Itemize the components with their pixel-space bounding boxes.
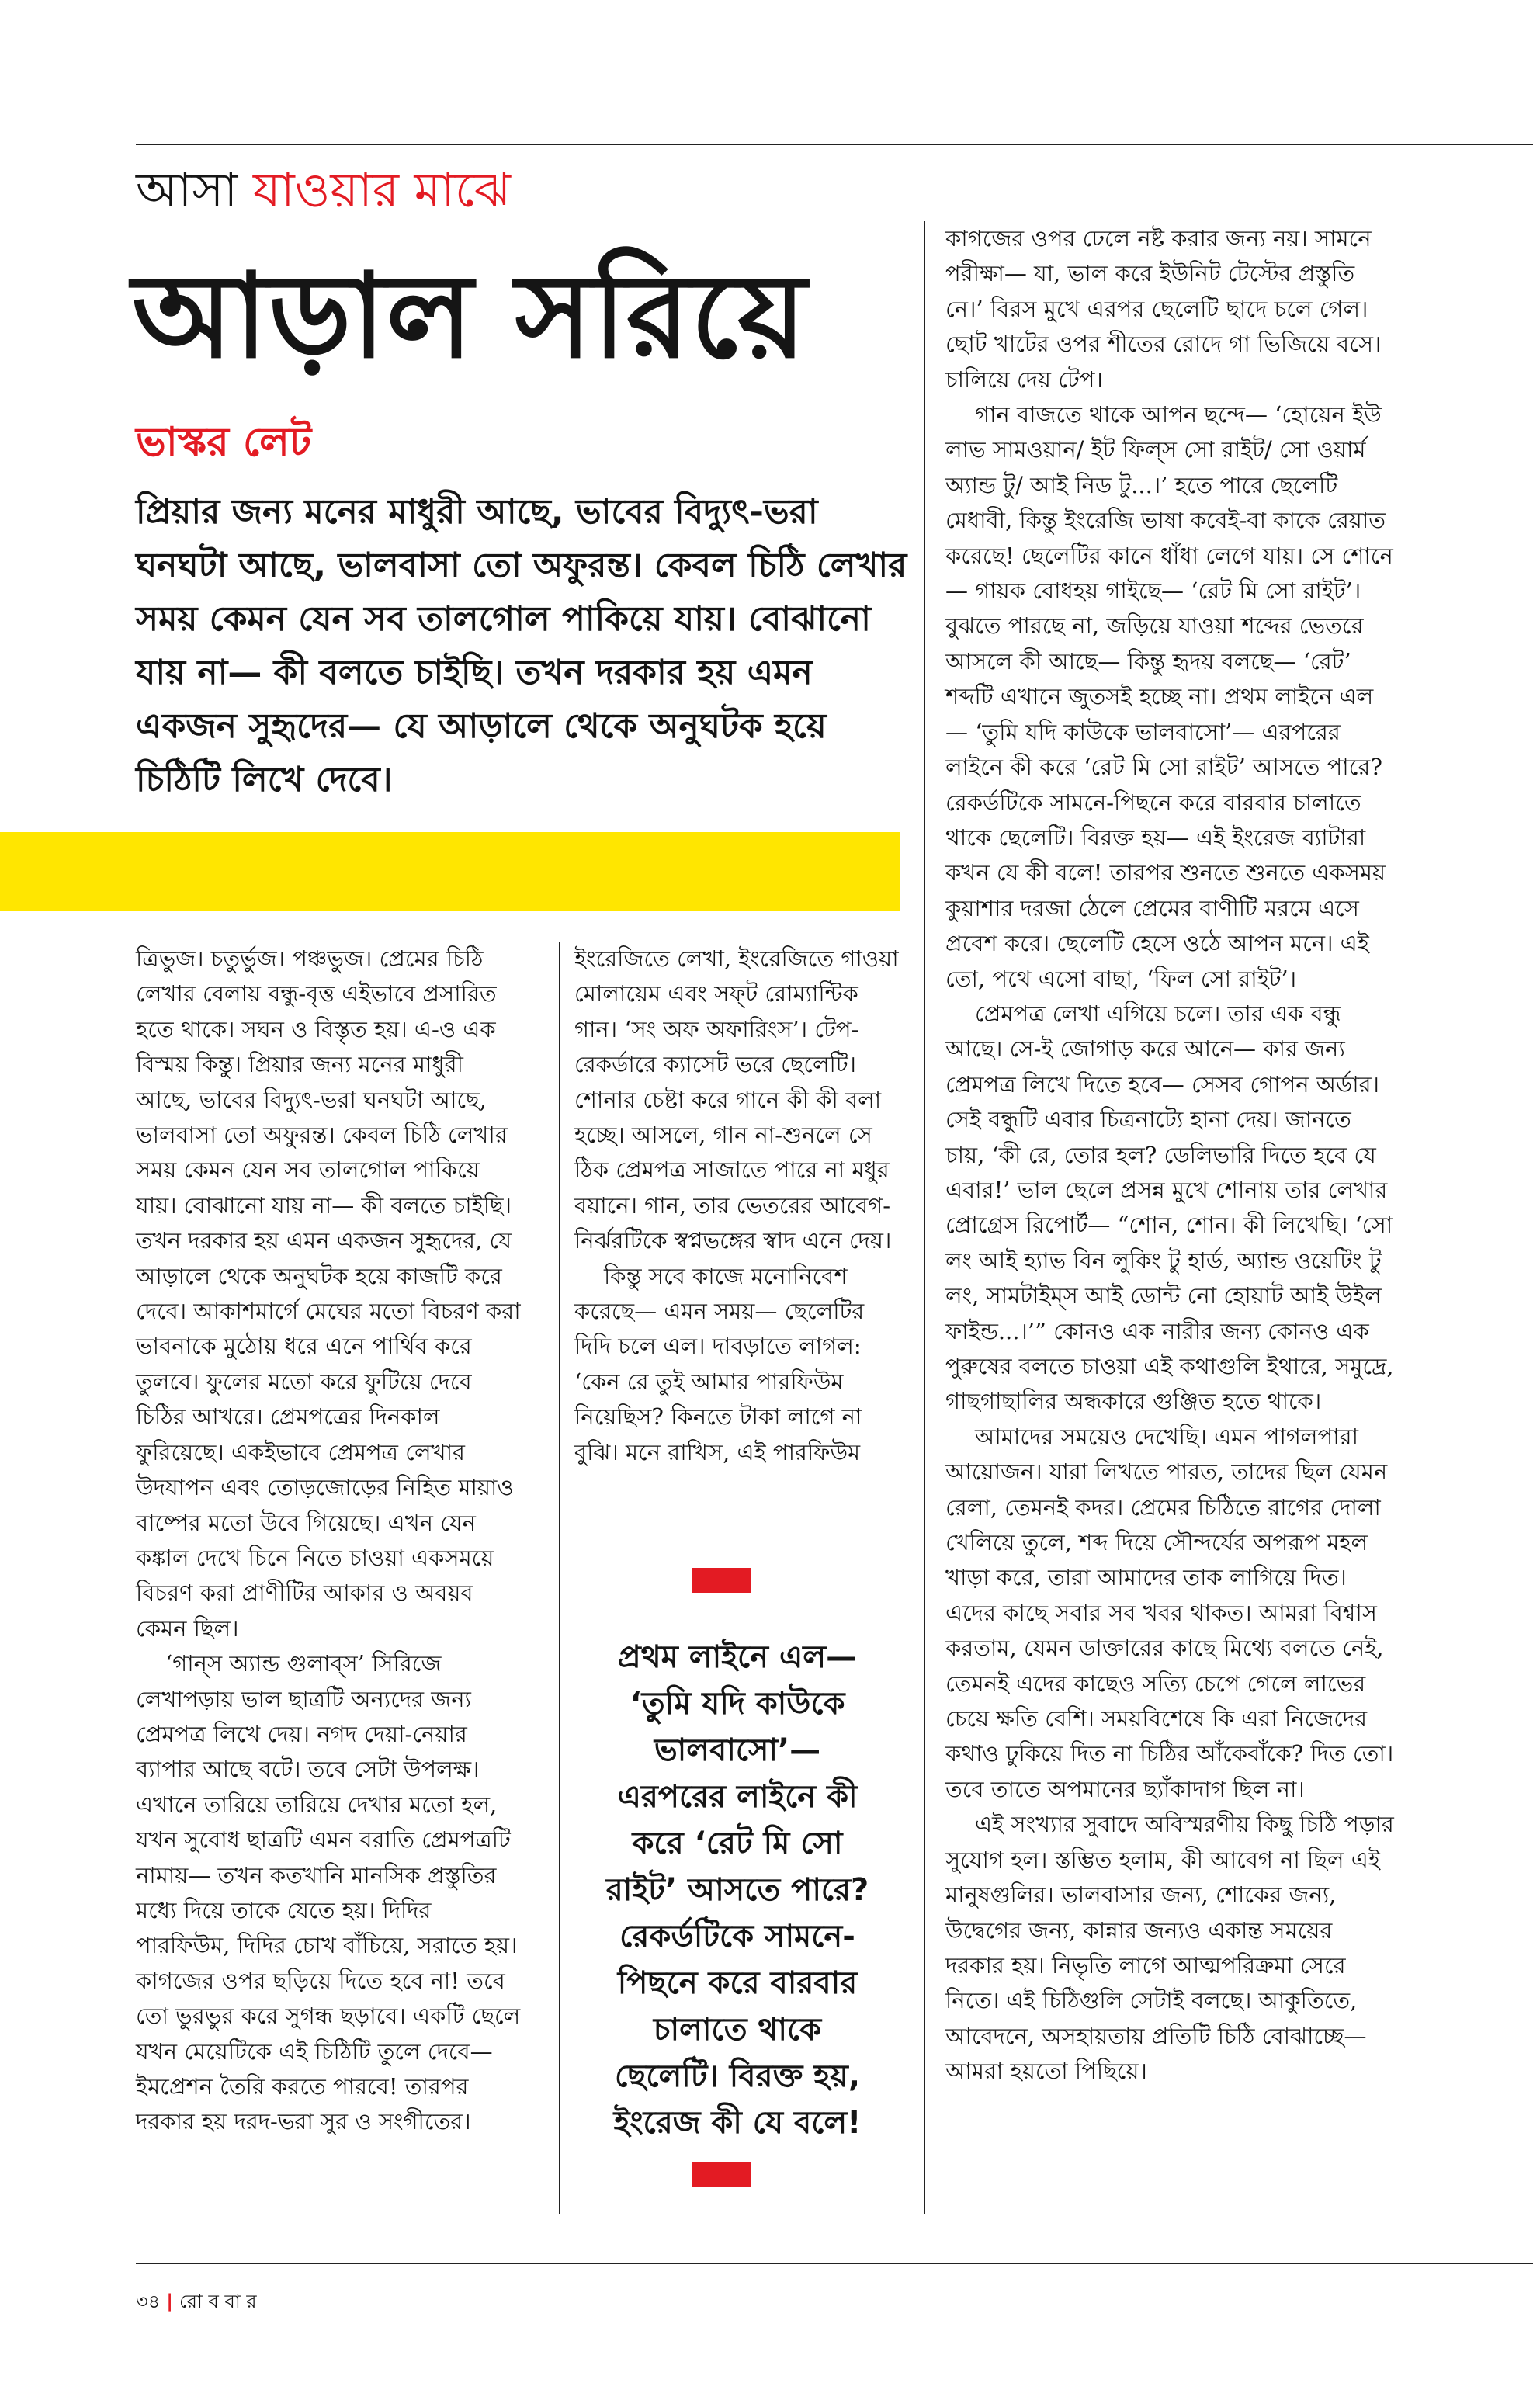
top-rule: [136, 144, 1533, 145]
pull-quote-box: [574, 1568, 900, 2243]
pull-quote-bar-top: [692, 1568, 751, 1593]
bottom-rule: [136, 2263, 1533, 2264]
page-folio: [136, 2288, 257, 2315]
paragraph: ইংরেজিতে লেখা, ইংরেজিতে গাওয়া মোলায়েম এবং সফ্‌ট রোম্যান্টিক গান। ‘সং অফ অফারিংস’। টেপ-রেকর্ডারে ক্যাসেট ভরে ছেলেটি। শোনার চেষ্টা করে গানে কী কী বলা হচ্ছে। আসলে, গান না-শুনলে সে ঠিক প্রেমপত্র সাজাতে পারে না মধুর বয়ানে। গান, তার ভেতরের আবেগ-নির্ঝরটিকে স্বপ্নভঙ্গের স্বাদ এনে দেয়।: [574, 945, 899, 1254]
intro-standfirst: প্রিয়ার জন্য মনের মাধুরী আছে, ভাবের বিদ্যুৎ-ভরা ঘনঘটা আছে, ভালবাসা তো অফুরন্ত। কেবল চিঠি লেখার সময় কেমন যেন সব তালগোল পাকিয়ে যায়। বোঝানো যায় না— কী বলতে চাইছি। তখন দরকার হয় এমন একজন সুহৃদের— যে আড়ালে থেকে অনুঘটক হয়ে চিঠিটি লিখে দেবে।: [136, 492, 907, 799]
body-column-1: [136, 942, 524, 2140]
paragraph: আমাদের সময়েও দেখেছি। এমন পাগলপারা আয়োজন। যারা লিখতে পারত, তাদের ছিল যেমন রেলা, তেমনই কদর। প্রেমের চিঠিতে রাগের দোলা খেলিয়ে তুলে, শব্দ দিয়ে সৌন্দর্যের অপরূপ মহল খাড়া করে, তারা আমাদের তাক লাগিয়ে দিত। এদের কাছে সবার সব খবর থাকত। আমরা বিশ্বাস করতাম, যেমন ডাক্তারের কাছে মিথ্যে বলতে নেই, তেমনই এদের কাছেও সত্যি চেপে গেলে লাভের চেয়ে ক্ষতি বেশি। সময়বিশেষে কি এরা নিজেদের কথাও ঢুকিয়ে দিত না চিঠির আঁকেবাঁকে? দিত তো। তবে তাতে অপমানের ছ্যাঁকাদাগ ছিল না।: [945, 1423, 1394, 1802]
paragraph: কাগজের ওপর ঢেলে নষ্ট করার জন্য নয়। সামনে পরীক্ষা— যা, ভাল করে ইউনিট টেস্টের প্রস্তুতি নে।’ বিরস মুখে এরপর ছেলেটি ছাদে চলে গেল। ছোট খাটের ওপর শীতের রোদে গা ভিজিয়ে বসে। চালিয়ে দেয় টেপ।: [945, 225, 1382, 393]
kicker-part2: যাওয়ার মাঝে: [252, 161, 511, 218]
paragraph: কিন্তু সবে কাজে মনোনিবেশ করেছে— এমন সময়— ছেলেটির দিদি চলে এল। দাবড়াতে লাগল: ‘কেন রে তুই আমার পারফিউম নিয়েছিস? কিনতে টাকা লাগে না বুঝি। মনে রাখিস, এই পারফিউম: [574, 1262, 865, 1465]
kicker-part1: আসা: [136, 161, 238, 218]
publication-name: রো ব বা র: [179, 2291, 257, 2312]
folio-separator: |: [166, 2291, 173, 2312]
section-kicker: [136, 159, 511, 221]
paragraph: ত্রিভুজ। চতুর্ভুজ। পঞ্চভুজ। প্রেমের চিঠি লেখার বেলায় বন্ধু-বৃত্ত এইভাবে প্রসারিত হতে থাকে। সঘন ও বিস্তৃত হয়। এ-ও এক বিস্ময় কিন্তু। প্রিয়ার জন্য মনের মাধুরী আছে, ভাবের বিদ্যুৎ-ভরা ঘনঘটা আছে, ভালবাসা তো অফুরন্ত। কেবল চিঠি লেখার সময় কেমন যেন সব তালগোল পাকিয়ে যায়। বোঝানো যায় না— কী বলতে চাইছি। তখন দরকার হয় এমন একজন সুহৃদের, যে আড়ালে থেকে অনুঘটক হয়ে কাজটি করে দেবে। আকাশমার্গে মেঘের মতো বিচরণ করা ভাবনাকে মুঠোয় ধরে এনে পার্থিব করে তুলবে। ফুলের মতো করে ফুটিয়ে দেবে চিঠির আখরে। প্রেমপত্রের দিনকাল ফুরিয়েছে। একইভাবে প্রেমপত্র লেখার উদযাপন এবং তোড়জোড়ের নিহিত মায়াও বাষ্পের মতো উবে গিয়েছে। এখন যেন কঙ্কাল দেখে চিনে নিতে চাওয়া একসময়ে বিচরণ করা প্রাণীটির আকার ও অবয়ব কেমন ছিল।: [136, 945, 521, 1642]
paragraph: ‘গান্‌স অ্যান্ড গুলাব্‌স’ সিরিজে লেখাপড়ায় ভাল ছাত্রটি অন্যদের জন্য প্রেমপত্র লিখে দেয়। নগদ দেয়া-নেয়ার ব্যাপার আছে বটে। তবে সেটা উপলক্ষ। এখানে তারিয়ে তারিয়ে দেখার মতো হল, যখন সুবোধ ছাত্রটি এমন বরাতি প্রেমপত্রটি নামায়— তখন কতখানি মানসিক প্রস্তুতির মধ্যে দিয়ে তাকে যেতে হয়। দিদির পারফিউম, দিদির চোখ বাঁচিয়ে, সরাতে হয়। কাগজের ওপর ছড়িয়ে দিতে হবে না! তবে তো ভুরভুর করে সুগন্ধ ছড়াবে। একটি ছেলে যখন মেয়েটিকে এই চিঠিটি তুলে দেবে— ইমপ্রেশন তৈরি করতে পারবে! তারপর দরকার হয় দরদ-ভরা সুর ও সংগীতের।: [136, 1650, 521, 2135]
page-number: ৩৪: [136, 2291, 161, 2312]
column-divider: [924, 221, 925, 2214]
paragraph: এই সংখ্যার সুবাদে অবিস্মরণীয় কিছু চিঠি পড়ার সুযোগ হল। স্তম্ভিত হলাম, কী আবেগ না ছিল এই মানুষগুলির। ভালবাসার জন্য, শোকের জন্য, উদ্বেগের জন্য, কান্নার জন্যও একান্ত সময়ের দরকার হয়। নিভৃতি লাগে আত্মপরিক্রমা সেরে নিতে। এই চিঠিগুলি সেটাই বলছে। আকুতিতে, আবেদনে, অসহায়তায় প্রতিটি চিঠি বোঝাচ্ছে— আমরা হয়তো পিছিয়ে।: [945, 1811, 1394, 2085]
pull-quote: প্রথম লাইনে এল— ‘তুমি যদি কাউকে ভালবাসো’— এরপরের লাইনে কী করে ‘রেট মি সো রাইট’ আসতে পারে? রেকর্ডটিকে সামনে-পিছনে করে বারবার চালাতে থাকে ছেলেটি। বিরক্ত হয়, ইংরেজ কী যে বলে!: [605, 1639, 869, 2141]
byline: ভাস্কর লেট: [136, 419, 312, 466]
headline: আড়াল সরিয়ে: [132, 249, 807, 384]
body-column-3: [945, 221, 1396, 2090]
paragraph: প্রেমপত্র লেখা এগিয়ে চলে। তার এক বন্ধু আছে। সে-ই জোগাড় করে আনে— কার জন্য প্রেমপত্র লিখে দিতে হবে— সেসব গোপন অর্ডার। সেই বন্ধুটি এবার চিত্রনাট্যে হানা দেয়। জানতে চায়, ‘কী রে, তোর হল? ডেলিভারি দিতে হবে যে এবার!’ ভাল ছেলে প্রসন্ন মুখে শোনায় তার লেখার প্রোগ্রেস রিপোর্ট— “শোন, শোন। কী লিখেছি। ‘সো লং আই হ্যাভ বিন লুকিং টু হার্ড, অ্যান্ড ওয়েটিং টু লং, সামটাইম্‌স আই ডোন্ট নো হোয়াট আই উইল ফাইন্ড...।’” কোনও এক নারীর জন্য কোনও এক পুরুষের বলতে চাওয়া এই কথাগুলি ইথারে, সমুদ্রে, গাছগাছালির অন্ধকারে গুঞ্জিত হতে থাকে।: [945, 1000, 1394, 1415]
yellow-band: [0, 832, 900, 911]
paragraph: গান বাজতে থাকে আপন ছন্দে— ‘হোয়েন ইউ লাভ সামওয়ান/ ইট ফিল্‌স সো রাইট/ সো ওয়ার্ম অ্যান্ড টু/ আই নিড টু...।’ হতে পারে ছেলেটি মেধাবী, কিন্তু ইংরেজি ভাষা কবেই-বা কাকে রেয়াত করেছে! ছেলেটির কানে ধাঁধা লেগে যায়। সে শোনে— গায়ক বোধহয় গাইছে— ‘রেট মি সো রাইট’। বুঝতে পারছে না, জড়িয়ে যাওয়া শব্দের ভেতরে আসলে কী আছে— কিন্তু হৃদয় বলছে— ‘রেট’ শব্দটি এখানে জুতসই হচ্ছে না। প্রথম লাইনে এল— ‘তুমি যদি কাউকে ভালবাসো’— এরপরের লাইনে কী করে ‘রেট মি সো রাইট’ আসতে পারে? রেকর্ডটিকে সামনে-পিছনে করে বারবার চালাতে থাকে ছেলেটি। বিরক্ত হয়— এই ইংরেজ ব্যাটারা কখন যে কী বলে! তারপর শুনতে শুনতে একসময় কুয়াশার দরজা ঠেলে প্রেমের বাণীটি মরমে এসে প্রবেশ করে। ছেলেটি হেসে ওঠে আপন মনে। এই তো, পথে এসো বাছা, ‘ফিল সো রাইট’।: [945, 401, 1393, 992]
body-column-2: [574, 942, 900, 1470]
column-divider: [559, 942, 560, 2214]
pull-quote-bar-bottom: [692, 2162, 751, 2187]
